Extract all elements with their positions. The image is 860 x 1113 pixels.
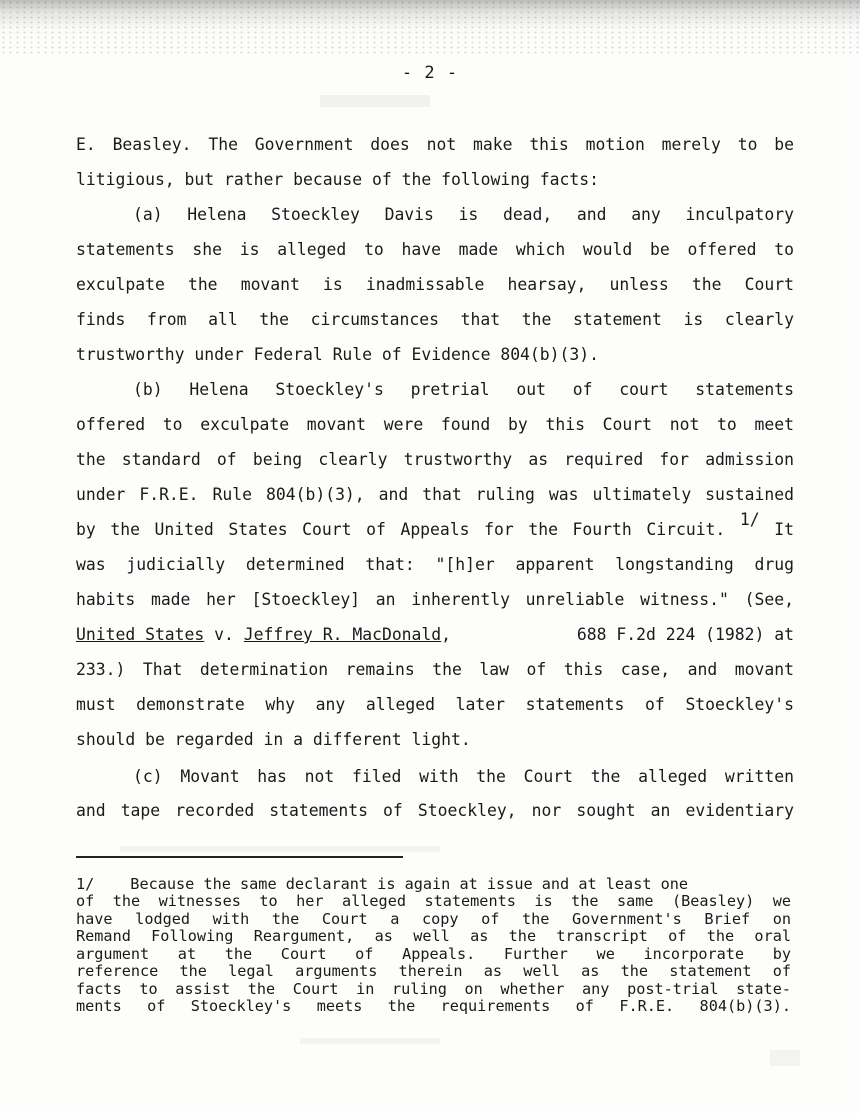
body-line: offered to exculpate movant were found by this Court not to meet (76, 415, 794, 434)
body-line: by the United States Court of Appeals for the Fourth Circuit. 1/ It (76, 510, 794, 539)
case-reporter: 688 F.2d 224 (1982) at (576, 625, 794, 644)
footnote-separator (76, 856, 403, 858)
body-line: and tape recorded statements of Stoeckley, nor sought an evidentiary (76, 801, 794, 820)
footnote-text: Because the same declarant is again at issue and at least one (130, 875, 689, 893)
body-line: finds from all the circumstances that the statement is clearly (76, 310, 794, 329)
footnote-line: of the witnesses to her alleged statements is the same (Beasley) we (76, 892, 791, 910)
case-plaintiff: United States (76, 625, 205, 644)
footnote-line: Remand Following Reargument, as well as the transcript of the oral (76, 927, 791, 945)
footnote-line (76, 875, 791, 893)
scan-smudge (120, 846, 440, 852)
case-versus: v. (214, 625, 234, 644)
body-line: was judicially determined that: "[h]er apparent longstanding drug (76, 555, 794, 574)
footnote-line: argument at the Court of Appeals. Further we incorporate by (76, 945, 791, 963)
body-line: 233.) That determination remains the law of this case, and movant (76, 660, 794, 679)
body-line: (b) Helena Stoeckley's pretrial out of court statements (133, 380, 794, 399)
body-line: litigious, but rather because of the following facts: (76, 170, 600, 189)
body-line: exculpate the movant is inadmissable hearsay, unless the Court (76, 275, 794, 294)
case-citation-line: United States v. Jeffrey R. MacDonald, 688 F.2d 224 (1982) at (76, 625, 794, 644)
body-line: E. Beasley. The Government does not make this motion merely to be (76, 135, 794, 154)
scan-smudge (320, 95, 430, 107)
scan-speckle (0, 0, 860, 55)
body-line: the standard of being clearly trustworthy as required for admission (76, 450, 794, 469)
body-line: under F.R.E. Rule 804(b)(3), and that ruling was ultimately sustained (76, 485, 794, 504)
page-number: - 2 - (401, 63, 459, 83)
body-line: statements she is alleged to have made which would be offered to (76, 240, 794, 259)
body-line: habits made her [Stoeckley] an inherently unreliable witness." (See, (76, 590, 794, 609)
footnote-marker: 1/ (76, 875, 95, 893)
footnote-line: reference the legal arguments therein as well as the statement of (76, 962, 791, 980)
scan-smudge (300, 1038, 440, 1044)
footnote-line: facts to assist the Court in ruling on whether any post-trial state- (76, 980, 791, 998)
case-defendant: Jeffrey R. MacDonald (243, 625, 442, 644)
body-line: must demonstrate why any alleged later statements of Stoeckley's (76, 695, 794, 714)
body-line: (c) Movant has not filed with the Court the alleged written (133, 767, 794, 786)
body-line: should be regarded in a different light. (76, 730, 471, 749)
footnote-line: have lodged with the Court a copy of the Government's Brief on (76, 910, 791, 928)
footnote-line: ments of Stoeckley's meets the requirements of F.R.E. 804(b)(3). (76, 997, 791, 1015)
body-line: (a) Helena Stoeckley Davis is dead, and any inculpatory (133, 205, 794, 224)
scan-smudge (770, 1050, 800, 1066)
footnote-reference: 1/ (739, 510, 760, 529)
body-line: trustworthy under Federal Rule of Evidence 804(b)(3). (76, 345, 600, 364)
